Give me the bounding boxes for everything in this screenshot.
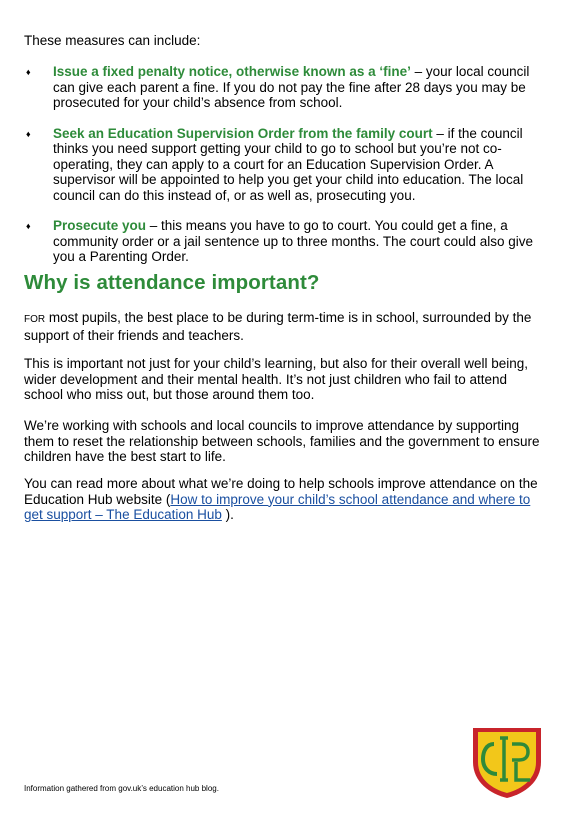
list-item xyxy=(24,126,544,204)
measure-title: Seek an Education Supervision Order from the family court xyxy=(53,125,433,141)
measure-description: – if the council thinks you need support getting your child to go to school but you’re not co-operating, they can apply to a court for an Education Supervision Order. A supervisor will be appointed to help you get your child into education. The local council can do this instead of, or as well as, prosecuting you. xyxy=(53,125,524,203)
paragraph-best-place xyxy=(24,310,544,343)
measure-title: Issue a fixed penalty notice, otherwise known as a ‘fine’ xyxy=(53,64,411,79)
school-crest-logo xyxy=(470,722,544,800)
paragraph-text: most pupils, the best place to be during term-time is in school, surrounded by the support of their friends and teachers. xyxy=(24,310,532,343)
diamond-bullet-icon: ♦ xyxy=(26,221,31,231)
measure-description: – this means you have to go to court. You could get a fine, a community order or a jail sentence up to three months. The court could also give you a Parenting Order. xyxy=(53,218,534,264)
measures-list xyxy=(24,64,544,280)
intro-text: These measures can include: xyxy=(24,33,201,48)
paragraph-text: ). xyxy=(221,507,234,522)
paragraph-importance: This is important not just for your child’s learning, but also for their overall well being, wider development and their mental health. It’s not just children who fail to attend school who miss out, but those around them too. xyxy=(24,356,528,402)
smallcaps-word: FOR xyxy=(24,314,46,325)
list-item xyxy=(24,218,544,265)
paragraph-working: We’re working with schools and local councils to improve attendance by supporting them to reset the relationship between schools, families and the government to ensure children have the best start to life. xyxy=(24,418,540,464)
paragraph-read-more xyxy=(24,476,544,523)
section-heading: Why is attendance important? xyxy=(24,271,320,294)
paragraph-text: You can read more about what we’re doing to help schools improve attendance on the Education Hub website ( xyxy=(24,476,538,507)
list-item xyxy=(24,64,544,111)
diamond-bullet-icon: ♦ xyxy=(26,67,31,77)
education-hub-link[interactable]: How to improve your child’s school attendance and where to get support – The Education Hub xyxy=(24,491,531,522)
measure-description: – your local council can give each parent a fine. If you do not pay the fine after 28 days you may be prosecuted for your child’s absence from school. xyxy=(53,64,530,110)
footer-source-note: Information gathered from gov.uk’s education hub blog. xyxy=(24,784,219,793)
measure-title: Prosecute you xyxy=(53,218,147,233)
diamond-bullet-icon: ♦ xyxy=(26,128,31,139)
